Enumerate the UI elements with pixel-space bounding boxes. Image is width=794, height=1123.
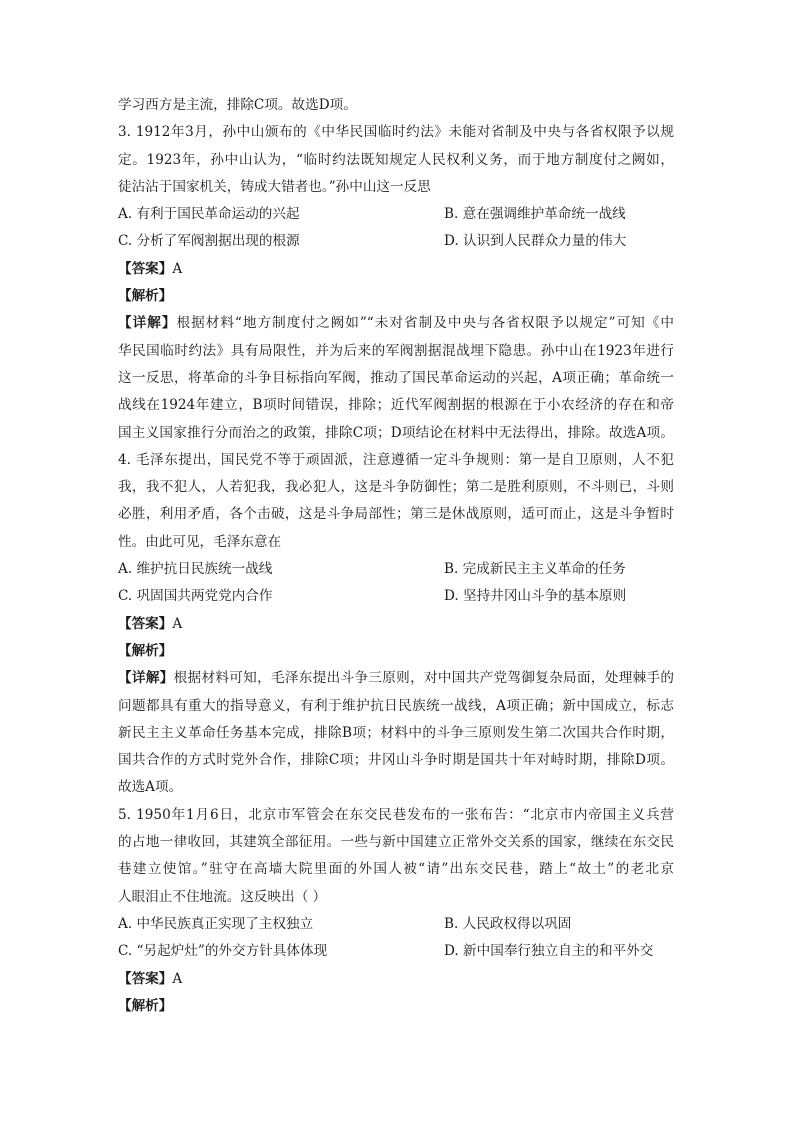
answer-tag: 【答案】: [118, 260, 173, 277]
question-stem-line: 人眼泪止不住地流。这反映出（ ）: [118, 888, 327, 905]
detail-text: 根据材料可知，毛泽东提出斗争三原则，对中国共产党驾御复杂局面，处理棘手的: [173, 670, 674, 687]
question-4: [118, 447, 674, 802]
analysis-tag: 【解析】: [118, 288, 173, 305]
question-stem-line: 巷建立使馆。”驻守在高墙大院里面的外国人被“请”出东交民巷，踏上“故土”的老北京: [118, 861, 674, 878]
option-d: D. 坚持井冈山斗争的基本原则: [444, 588, 627, 605]
options-row: [118, 228, 674, 255]
options-row: [118, 911, 674, 938]
option-d: D. 新中国奉行独立自主的和平外交: [444, 943, 654, 960]
option-a: A. 维护抗日民族统一战线: [118, 561, 273, 578]
options-row: [118, 938, 674, 965]
document-body: [118, 92, 674, 1020]
detail-line: 战线在1924年建立，B项时间错误，排除；近代军阀割据的根源在于小农经济的存在和帝: [118, 397, 674, 414]
question-stem-line: 的占地一律收回，其建筑全部征用。一些与新中国建立正常外交关系的国家，继续在东交民: [118, 834, 674, 851]
answer-value: A: [172, 970, 183, 987]
options-row: [118, 201, 674, 228]
option-b: B. 人民政权得以巩固: [444, 915, 572, 932]
options-row: [118, 556, 674, 583]
answer-tag: 【答案】: [118, 970, 173, 987]
detail-tag: 【详解】: [118, 315, 177, 332]
options-row: [118, 583, 674, 610]
detail-line: 问题都具有重大的指导意义，有利于维护抗日民族统一战线，A项正确；新中国成立，标志: [118, 697, 674, 714]
detail-line: [118, 665, 674, 692]
detail-line: 新民主主义革命任务基本完成，排除B项；材料中的斗争三原则发生第二次国共合作时期，: [118, 724, 674, 741]
detail-line: 国共合作的方式时党外合作，排除C项；井冈山斗争时期是国共十年对峙时期，排除D项。: [118, 752, 674, 769]
detail-line: 故选A项。: [118, 779, 183, 796]
detail-line: [118, 310, 674, 337]
answer-line: [118, 256, 674, 283]
answer-value: A: [172, 615, 183, 632]
question-stem-line: 3. 1912年3月，孙中山颁布的《中华民国临时约法》未能对省制及中央与各省权限予以规: [118, 124, 674, 141]
question-5: [118, 802, 674, 1020]
analysis-line: [118, 638, 674, 665]
answer-value: A: [172, 260, 183, 277]
answer-line: [118, 966, 674, 993]
detail-tag: 【详解】: [118, 670, 174, 687]
question-stem-line: 5. 1950年1月6日，北京市军管会在东交民巷发布的一张布告：“北京市内帝国主义兵营: [118, 806, 674, 823]
analysis-line: [118, 283, 674, 310]
option-b: B. 完成新民主主义革命的任务: [444, 561, 626, 578]
detail-line: 这一反思，将革命的斗争目标指向军阀，推动了国民革命运动的兴起，A项正确；革命统一: [118, 369, 674, 386]
option-c: C. 分析了军阀割据出现的根源: [118, 233, 300, 250]
answer-tag: 【答案】: [118, 615, 173, 632]
question-3: [118, 119, 674, 447]
question-stem-line: 必胜，利用矛盾，各个击破，这是斗争局部性；第三是休战原则，适可而止，这是斗争暂时: [118, 506, 674, 523]
answer-line: [118, 611, 674, 638]
question-stem-line: 徒沾沾于国家机关，铸成大错者也。”孙中山这一反思: [118, 178, 431, 195]
analysis-tag: 【解析】: [118, 997, 173, 1014]
question-stem-line: 定。1923年，孙中山认为，“临时约法既知规定人民权利义务，而于地方制度付之阙如，: [118, 151, 674, 168]
option-b: B. 意在强调维护革命统一战线: [444, 206, 626, 223]
option-a: A. 有利于国民革命运动的兴起: [118, 206, 300, 223]
detail-line: 华民国临时约法》具有局限性，并为后来的军阀割据混战埋下隐患。孙中山在1923年进行: [118, 342, 674, 359]
detail-line: 国主义国家推行分而治之的政策，排除C项；D项结论在材料中无法得出，排除。故选A项。: [118, 424, 674, 441]
question-stem-line: 我，我不犯人，人若犯我，我必犯人，这是斗争防御性；第二是胜利原则，不斗则已，斗则: [118, 479, 674, 496]
analysis-line: [118, 993, 674, 1020]
option-c: C. 巩固国共两党党内合作: [118, 588, 273, 605]
question-stem-line: 性。由此可见，毛泽东意在: [118, 533, 282, 550]
analysis-tag: 【解析】: [118, 642, 173, 659]
option-a: A. 中华民族真正实现了主权独立: [118, 915, 314, 932]
option-c: C. “另起炉灶”的外交方针具体体现: [118, 943, 328, 960]
question-stem-line: 4. 毛泽东提出，国民党不等于顽固派，注意遵循一定斗争规则：第一是自卫原则，人不犯: [118, 451, 674, 468]
option-d: D. 认识到人民群众力量的伟大: [444, 233, 627, 250]
detail-text: 根据材料“地方制度付之阙如”“未对省制及中央与各省权限予以规定”可知《中: [176, 315, 674, 332]
text-line: 学习西方是主流，排除C项。故选D项。: [118, 97, 357, 113]
